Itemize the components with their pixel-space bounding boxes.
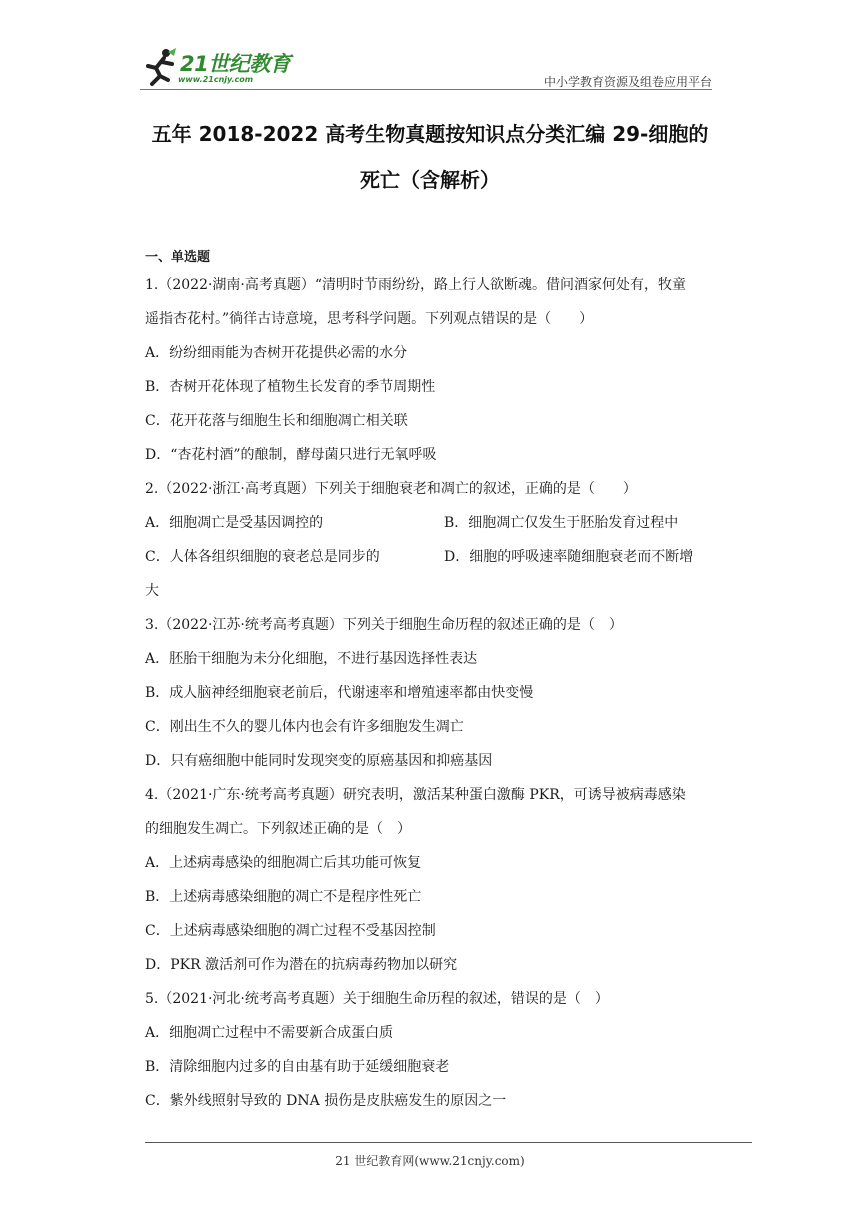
question-5-option-c: C．紫外线照射导致的 DNA 损伤是皮肤癌发生的原因之一 [145,1093,507,1109]
question-1-option-b: B．杏树开花体现了植物生长发育的季节周期性 [145,379,436,395]
document-title-line-2: 死亡（含解析） [360,168,500,192]
question-1-stem-line-1: 1.（2022·湖南·高考真题）“清明时节雨纷纷，路上行人欲断魂。借问酒家何处有，牧童 [145,277,687,293]
question-4-option-d: D．PKR 激活剂可作为潜在的抗病毒药物加以研究 [145,957,458,973]
section-heading: 一、单选题 [145,250,211,265]
question-1-stem-line-2: 遥指杏花村。”徜徉古诗意境，思考科学问题。下列观点错误的是（ ） [145,311,594,327]
question-4-option-b: B．上述病毒感染细胞的凋亡不是程序性死亡 [145,889,422,905]
question-2-option-b: B．细胞凋亡仅发生于胚胎发育过程中 [444,515,679,531]
question-4-option-a: A．上述病毒感染的细胞凋亡后其功能可恢复 [145,855,422,871]
question-2-stem: 2.（2022·浙江·高考真题）下列关于细胞衰老和凋亡的叙述，正确的是（ ） [145,481,637,497]
document-title-line-1: 五年 2018-2022 高考生物真题按知识点分类汇编 29-细胞的 [151,122,709,146]
question-1-option-c: C．花开花落与细胞生长和细胞凋亡相关联 [145,413,408,429]
question-3-option-a: A．胚胎干细胞为未分化细胞，不进行基因选择性表达 [145,651,478,667]
logo-wordmark: 21世纪教育 [180,52,291,76]
question-2-option-d-continued: 大 [145,583,159,599]
page-footer: 21 世纪教育网(www.21cnjy.com) [335,1154,525,1168]
question-4-stem-line-1: 4.（2021·广东·统考高考真题）研究表明，激活某种蛋白激酶 PKR，可诱导被病毒感染 [145,787,686,803]
header-slogan: 中小学教育资源及组卷应用平台 [543,75,712,89]
question-3-option-c: C．刚出生不久的婴儿体内也会有许多细胞发生凋亡 [145,719,464,735]
runner-logo-icon [140,46,180,86]
page-header [140,44,712,90]
question-4-option-c: C．上述病毒感染细胞的凋亡过程不受基因控制 [145,923,436,939]
site-logo [140,44,310,90]
question-3-stem: 3.（2022·江苏·统考高考真题）下列关于细胞生命历程的叙述正确的是（ ） [145,617,623,633]
header-divider [140,89,712,90]
question-2-option-c: C．人体各组织细胞的衰老总是同步的 [145,549,380,565]
logo-url: www.21cnjy.com [178,75,254,84]
question-2-option-a: A．细胞凋亡是受基因调控的 [145,515,324,531]
question-3-option-b: B．成人脑神经细胞衰老前后，代谢速率和增殖速率都由快变慢 [145,685,534,701]
question-1-option-a: A．纷纷细雨能为杏树开花提供必需的水分 [145,345,408,361]
question-5-option-a: A．细胞凋亡过程中不需要新合成蛋白质 [145,1025,394,1041]
footer-divider [145,1142,752,1143]
question-2-option-d: D．细胞的呼吸速率随细胞衰老而不断增 [444,549,694,565]
question-4-stem-line-2: 的细胞发生凋亡。下列叙述正确的是（ ） [145,821,411,837]
question-5-option-b: B．清除细胞内过多的自由基有助于延缓细胞衰老 [145,1059,450,1075]
question-3-option-d: D．只有癌细胞中能同时发现突变的原癌基因和抑癌基因 [145,753,493,769]
question-1-option-d: D．“杏花村酒”的酿制，酵母菌只进行无氧呼吸 [145,447,437,463]
question-5-stem: 5.（2021·河北·统考高考真题）关于细胞生命历程的叙述，错误的是（ ） [145,991,609,1007]
